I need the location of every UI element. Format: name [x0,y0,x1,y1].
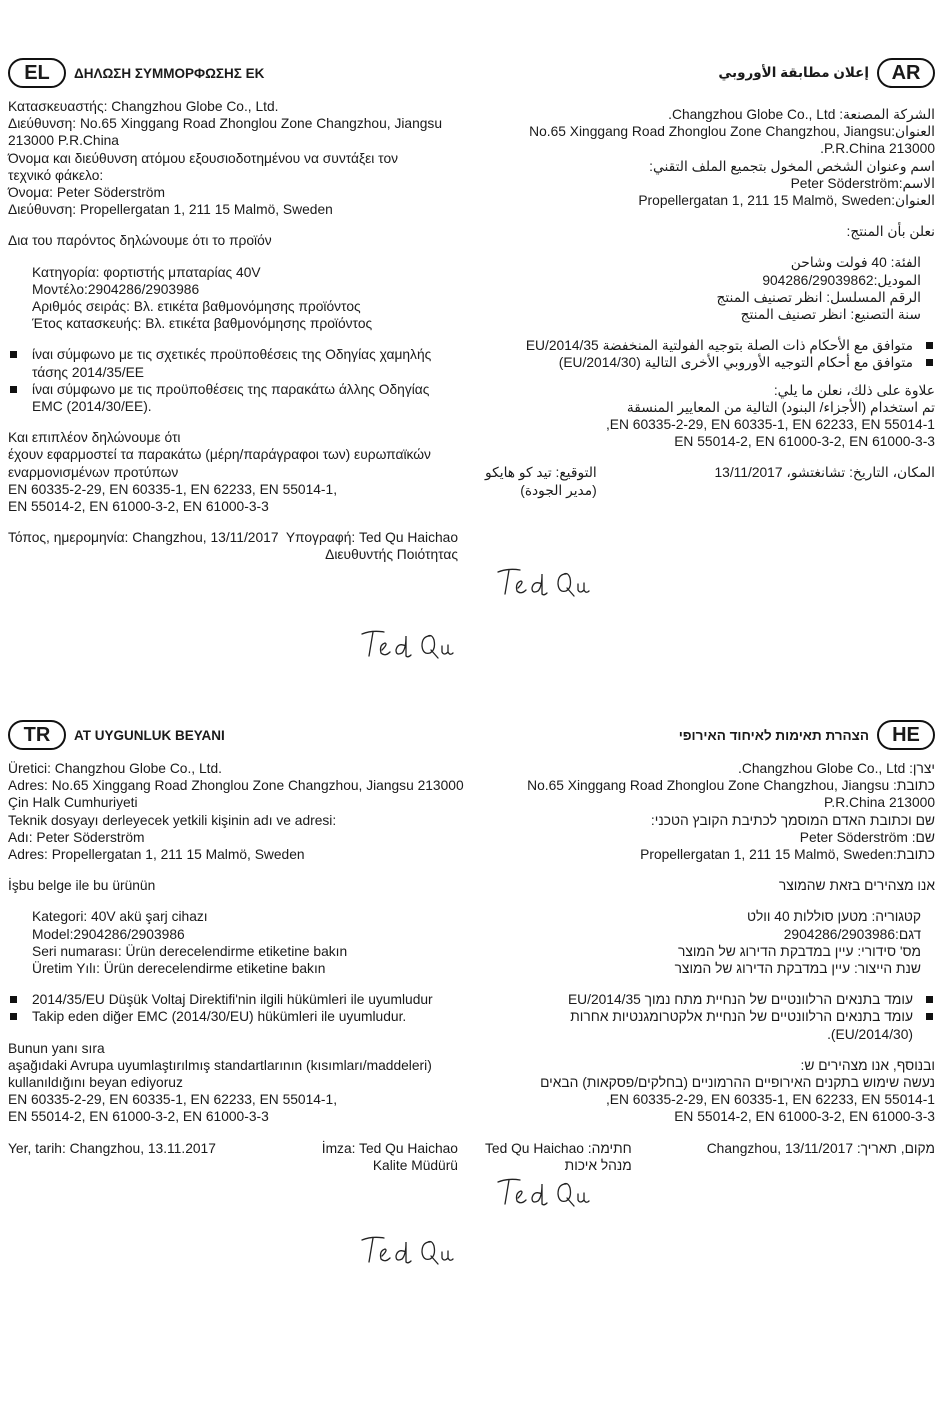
standards-line: Bunun yanı sıra [8,1040,105,1056]
product-line: קטגוריה: מטען סוללות 40 וולט [746,909,921,925]
manufacturer-info [485,760,935,863]
declaration-text: İşbu belge ile bu ürünün [8,878,156,894]
product-line: שנת הייצור: עיין במדבקת הדירוג של המוצר [674,961,921,977]
standards-line: EN 55014-2, EN 61000-3-2, EN 61000-3-3 [8,1109,269,1125]
info-line: العنوان:No.65 Xinggang Road Zhonglou Zone Changzhou, Jiangsu [529,124,935,140]
compliance-list [485,991,935,1043]
info-line: Adı: Peter Söderström [8,829,145,845]
signature-label: Υπογραφή: Ted Qu Haichao [285,530,458,546]
product-details [8,908,458,977]
standards-line: EN 60335-2-29, EN 60335-1, EN 62233, EN 55014-1, [605,1092,935,1108]
standards-line: kullanıldığını beyan ediyoruz [8,1075,183,1091]
info-line: Teknik dosyayı derleyecek yetkili kişinin adı ve adresi: [8,812,337,828]
handwritten-signature [358,622,468,662]
language-badge: AR [877,58,935,88]
standards-block [8,429,458,515]
info-line: اسم وعنوان الشخص المخول بتجميع الملف التقني: [649,158,935,174]
product-line: Üretim Yılı: Ürün derecelendirme etiketine bakın [32,961,326,977]
product-details [8,264,458,333]
info-line: כתובת: No.65 Xinggang Road Zhonglou Zone Changzhou, Jiangsu [527,778,935,794]
info-line: 213000 P.R.China [824,795,935,811]
section-header [485,56,935,90]
compliance-list [485,337,935,371]
info-line: Κατασκευαστής: Changzhou Globe Co., Ltd. [8,99,279,114]
info-line: Όνομα και διεύθυνση ατόμου εξουσιοδοτημένου να συντάξει τον [8,150,399,166]
signature-label: İmza: Ted Qu Haichao [321,1140,458,1156]
compliance-item: متوافق مع أحكام التوجيه الأوروبي الأخرى التالية (2014/30/EU) [485,354,935,371]
section-header [485,718,935,752]
info-line: Üretici: Changzhou Globe Co., Ltd. [8,761,222,776]
info-line: Όνομα: Peter Söderström [8,185,165,201]
standards-line: εναρμονισμένων προτύπων [8,464,179,480]
standards-line: ובנוסף, אנו מצהירים ש: [800,1057,935,1073]
compliance-item: ίναι σύμφωνο με τις προϋποθέσεις της παρακάτω άλλης Οδηγίας EMC (2014/30/EE). [8,381,458,415]
compliance-item: ίναι σύμφωνο με τις σχετικές προϋποθέσεις της Οδηγίας χαμηλής τάσης 2014/35/ΕΕ [8,346,458,380]
standards-block [485,1057,935,1126]
product-line: דגם:2904286/2903986 [783,926,921,942]
compliance-item: متوافق مع الأحكام ذات الصلة بتوجيه الفولتية المنخفضة 2014/35/EU [485,337,935,354]
signer-role: מנהל איכות [564,1157,632,1173]
compliance-list [8,346,458,415]
standards-line: علاوة على ذلك، نعلن ما يلي: [773,382,935,398]
info-line: Διεύθυνση: No.65 Xinggang Road Zhonglou Zone Changzhou, Jiangsu [8,116,442,132]
info-line: יצרן: Changzhou Globe Co., Ltd. [738,761,935,776]
manufacturer-info [8,760,464,863]
signer-role: Διευθυντής Ποιότητας [325,547,458,563]
product-line: الموديل:904286/29039862 [762,272,921,288]
info-line: τεχνικό φάκελο: [8,167,104,183]
product-line: Κατηγορία: φορτιστής μπαταρίας 40V [32,264,261,280]
product-line: Model:2904286/2903986 [32,926,185,942]
signature-block [8,1140,458,1174]
product-line: سنة التصنيع: انظر تصنيف المنتج [740,307,921,323]
compliance-list [8,991,458,1025]
product-line: الفئة: 40 فولت وشاحن [790,255,921,271]
standards-line: EN 55014-2, EN 61000-3-2, EN 61000-3-3 [674,1109,935,1125]
standards-line: EN 60335-2-29, EN 60335-1, EN 62233, EN 55014-1, [8,481,338,497]
signature-block [485,464,935,498]
section-el [8,56,458,564]
signature-label: חתימה: Ted Qu Haichao [485,1140,632,1156]
compliance-item: 2014/35/EU Düşük Voltaj Direktifi'nin ilgili hükümleri ile uyumludur [8,991,458,1008]
info-line: 213000 P.R.China. [820,141,935,157]
product-line: Αριθμός σειράς: Βλ. ετικέτα βαθμονόμησης προϊόντος [32,299,361,315]
standards-block [8,1040,458,1126]
info-line: שם וכתובת האדם המוסמך לכתיבת הקובץ הטכני: [650,812,935,828]
info-line: שם: Peter Söderström [799,829,935,845]
language-badge: TR [8,720,66,750]
product-details [485,254,935,323]
standards-line: נעשה שימוש בתקנים האירופיים ההרמוניים (בחלקים/פסקאות) הבאים [540,1075,935,1091]
product-line: Μοντέλο:2904286/2903986 [32,281,200,297]
info-line: כתובת:Propellergatan 1, 211 15 Malmö, Sweden [640,847,935,863]
declaration-text: Δια του παρόντος δηλώνουμε ότι το προϊόν [8,233,272,249]
place-date: Τόπος, ημερομηνία: Changzhou, 13/11/2017 [8,530,279,546]
standards-line: EN 60335-2-29, EN 60335-1, EN 62233, EN 55014-1, [605,417,935,433]
info-line: Διεύθυνση: Propellergatan 1, 211 15 Malmö, Sweden [8,202,333,218]
product-line: מס' סידורי: עיין במדבקת הדירוג של המוצר [677,943,921,959]
compliance-item: Takip eden diğer EMC (2014/30/EU) hükümleri ile uyumludur. [8,1008,458,1025]
info-line: Çin Halk Cumhuriyeti [8,795,138,811]
signer-role: Kalite Müdürü [372,1157,458,1173]
section-he [485,718,935,1174]
section-title: ΔΗΛΩΣΗ ΣΥΜΜΟΡΦΩΣΗΣ ΕΚ [74,65,265,81]
manufacturer-info [485,106,935,209]
standards-block [485,382,935,451]
standards-line: EN 55014-2, EN 61000-3-2, EN 61000-3-3 [8,499,269,515]
standards-line: تم استخدام (الأجزاء/ البنود) التالية من المعايير المنسقة [626,399,935,415]
product-details [485,908,935,977]
section-tr [8,718,464,1174]
section-header [8,56,458,90]
language-badge: EL [8,58,66,88]
handwritten-signature [494,560,604,600]
product-line: Seri numarası: Ürün derecelendirme etiketine bakın [32,943,348,959]
compliance-item: עומד בתנאים הרלוונטיים של הנחיית אלקטרומגנטיות אחרות (2014/30/EU). [485,1008,935,1042]
info-line: الشركة المصنعة: Changzhou Globe Co., Ltd. [668,107,935,122]
info-line: Adres: No.65 Xinggang Road Zhonglou Zone Changzhou, Jiangsu 213000 [8,778,464,794]
section-header [8,718,458,752]
place-date: المكان، التاريخ: تشانغتشو، 13/11/2017 [714,465,935,481]
language-badge: HE [877,720,935,750]
info-line: 213000 P.R.China [8,133,119,149]
declaration-text: אנו מצהירים בזאת שהמוצר [778,878,935,894]
signer-role: (مدير الجودة) [520,482,597,498]
manufacturer-info [8,98,458,218]
section-ar [485,56,935,499]
place-date: Yer, tarih: Changzhou, 13.11.2017 [8,1140,216,1156]
signature-block [8,529,458,563]
info-line: Adres: Propellergatan 1, 211 15 Malmö, Sweden [8,847,305,863]
handwritten-signature [494,1170,604,1210]
product-line: Kategori: 40V akü şarj cihazı [32,909,208,925]
product-line: Έτος κατασκευής: Βλ. ετικέτα βαθμονόμησης προϊόντος [32,316,373,332]
compliance-item: עומד בתנאים הרלוונטיים של הנחיית מתח נמוך 2014/35/EU [485,991,935,1008]
product-line: الرقم المسلسل: انظر تصنيف المنتج [716,289,921,305]
info-line: الاسم:Peter Söderström [790,175,935,191]
section-title: إعلان مطابقة الأوروبي [718,65,869,80]
declaration-text: نعلن بأن المنتج: [846,224,935,240]
handwritten-signature [358,1228,468,1268]
standards-line: EN 55014-2, EN 61000-3-2, EN 61000-3-3 [674,434,935,450]
signature-block [485,1140,935,1174]
standards-line: Και επιπλέον δηλώνουμε ότι [8,430,181,446]
place-date: מקום, תאריך: Changzhou, 13/11/2017 [706,1140,935,1156]
info-line: العنوان:Propellergatan 1, 211 15 Malmö, Sweden [638,193,935,209]
standards-line: aşağıdaki Avrupa uyumlaştırılmış standartlarının (kısımları/maddeleri) [8,1057,432,1073]
signature-label: التوقيع: تيد كو هايكو [485,465,597,481]
section-title: AT UYGUNLUK BEYANI [74,727,225,743]
standards-line: έχουν εφαρμοστεί τα παρακάτω (μέρη/παράγραφοι των) ευρωπαϊκών [8,447,431,463]
standards-line: EN 60335-2-29, EN 60335-1, EN 62233, EN 55014-1, [8,1092,338,1108]
section-title: הצהרת תאימות לאיחוד האירופי [678,727,869,743]
